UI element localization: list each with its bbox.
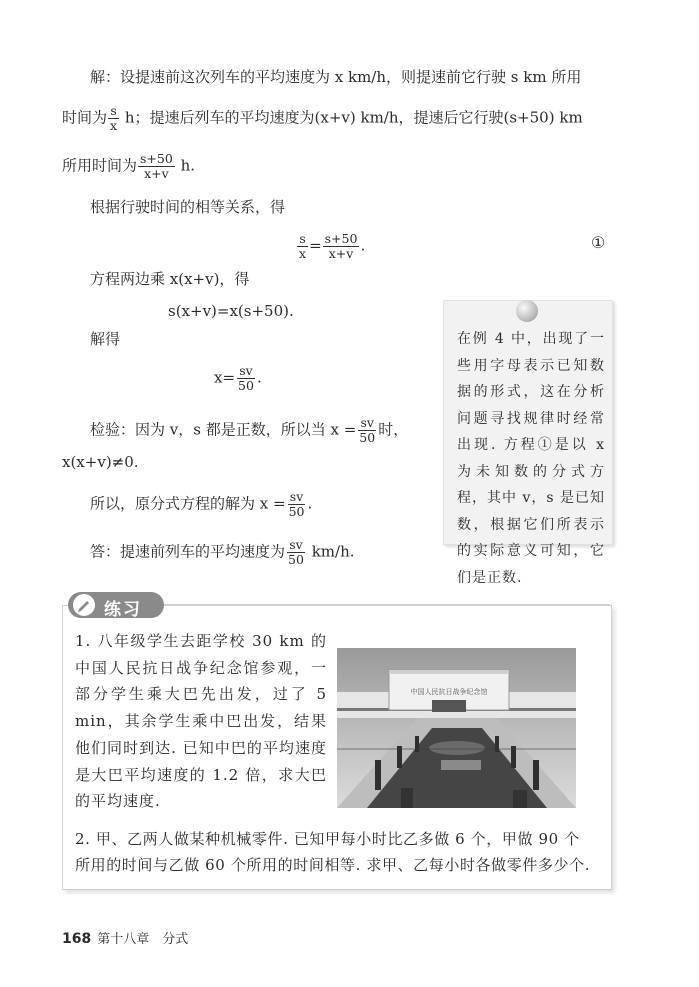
pencil-icon — [73, 594, 95, 616]
fraction-s-over-x — [297, 232, 308, 261]
period: . — [360, 236, 366, 255]
text-segment: km/h. — [311, 542, 355, 561]
solution-line-7 — [90, 416, 408, 445]
fraction-sv-over-50 — [357, 416, 377, 445]
solution-line-6: 解得 — [90, 330, 121, 348]
text-segment: h；提速后列车的平均速度为(x+v) km/h，提速后它行驶(s+50) km — [124, 108, 583, 127]
solution-line-5: 方程两边乘 x(x+v)，得 — [90, 270, 250, 288]
period: . — [256, 368, 262, 387]
fraction-sv-over-50 — [286, 538, 306, 567]
text-segment: 所以，原分式方程的解为 x = — [90, 494, 286, 513]
text-segment: 答：提速前列车的平均速度为 — [90, 542, 286, 561]
exercise-problem-2: 2. 甲、乙两人做某种机械零件. 已知甲每小时比乙多做 6 个，甲做 90 个所用的时间与乙做 60 个所用的时间相等. 求甲、乙每小时各做零件多少个. — [75, 830, 591, 874]
memorial-hall-photo — [337, 648, 576, 808]
text-segment: 时间为 — [62, 108, 108, 127]
text-segment: 检验：因为 v，s 都是正数，所以当 x = — [90, 420, 357, 439]
fraction-numerator: s+50 — [140, 151, 173, 166]
side-note-text: 在例 4 中，出现了一些用字母表示已知数据的形式，这在分析问题寻找规律时经常出现. 方程①是以 x 为未知数的分式方程，其中 v，s 是已知数，根据它们所表示的实际意义可知，它们是正数. — [457, 331, 605, 586]
text-segment: 时， — [378, 420, 409, 439]
period: . — [307, 494, 313, 513]
fraction-denominator: x — [299, 246, 307, 261]
fraction-denominator: 50 — [288, 552, 304, 567]
fraction-denominator: x — [110, 118, 118, 133]
fraction-numerator: sv — [239, 363, 253, 378]
fraction-sv-over-50 — [287, 490, 307, 519]
pushpin-icon — [516, 300, 538, 322]
equation-3 — [214, 364, 262, 393]
equation-1 — [296, 232, 365, 261]
memorial-sign: 中国人民抗日战争纪念馆 — [410, 688, 488, 696]
fraction-s50-over-xv — [323, 232, 360, 261]
equation-marker-1: ① — [591, 233, 606, 252]
exercise-problem-1: 1. 八年级学生去距学校 30 km 的中国人民抗日战争纪念馆参观，一部分学生乘大巴先出发，过了 5 min，其余学生乘中巴出发，结果他们同时到达. 已知中巴的平均速度是大巴平均速度的 1.2 倍，求大巴的平均速度. — [75, 632, 327, 811]
text-segment: x= — [214, 368, 236, 387]
page-footer — [62, 928, 188, 947]
page-number: 168 — [62, 931, 92, 947]
fraction-numerator: sv — [289, 489, 304, 504]
fraction-numerator: s+50 — [324, 231, 358, 246]
answer-line — [90, 538, 355, 567]
text-segment: h. — [180, 156, 196, 175]
solution-line-3 — [62, 152, 195, 181]
fraction-numerator: sv — [360, 415, 374, 430]
solution-line-4: 根据行驶时间的相等关系，得 — [90, 198, 286, 216]
solution-line-2 — [62, 104, 583, 133]
text-segment: 所用时间为 — [62, 156, 138, 175]
fraction-s50-over-xv — [138, 152, 175, 181]
solution-line-8: x(x+v)≠0. — [62, 453, 139, 471]
solution-line-9 — [90, 490, 312, 519]
fraction-sv-over-50 — [236, 364, 256, 393]
fraction-denominator: 50 — [288, 504, 305, 519]
fraction-s-over-x — [108, 104, 119, 133]
fraction-numerator: s — [110, 103, 117, 118]
fraction-numerator: s — [299, 231, 306, 246]
exercise-title: 练习 — [104, 600, 142, 620]
solution-line-1: 解：设提速前这次列车的平均速度为 x km/h，则提速前它行驶 s km 所用 — [90, 68, 582, 86]
exercise-header-rule — [150, 604, 610, 606]
fraction-numerator: sv — [289, 537, 303, 552]
fraction-denominator: x+v — [144, 166, 169, 181]
equals-sign: = — [309, 236, 322, 255]
fraction-denominator: 50 — [359, 430, 376, 445]
chapter-title: 第十八章 分式 — [97, 932, 189, 947]
fraction-denominator: x+v — [328, 246, 354, 261]
fraction-denominator: 50 — [238, 378, 254, 393]
equation-2: s(x+v)=x(s+50). — [168, 302, 294, 320]
